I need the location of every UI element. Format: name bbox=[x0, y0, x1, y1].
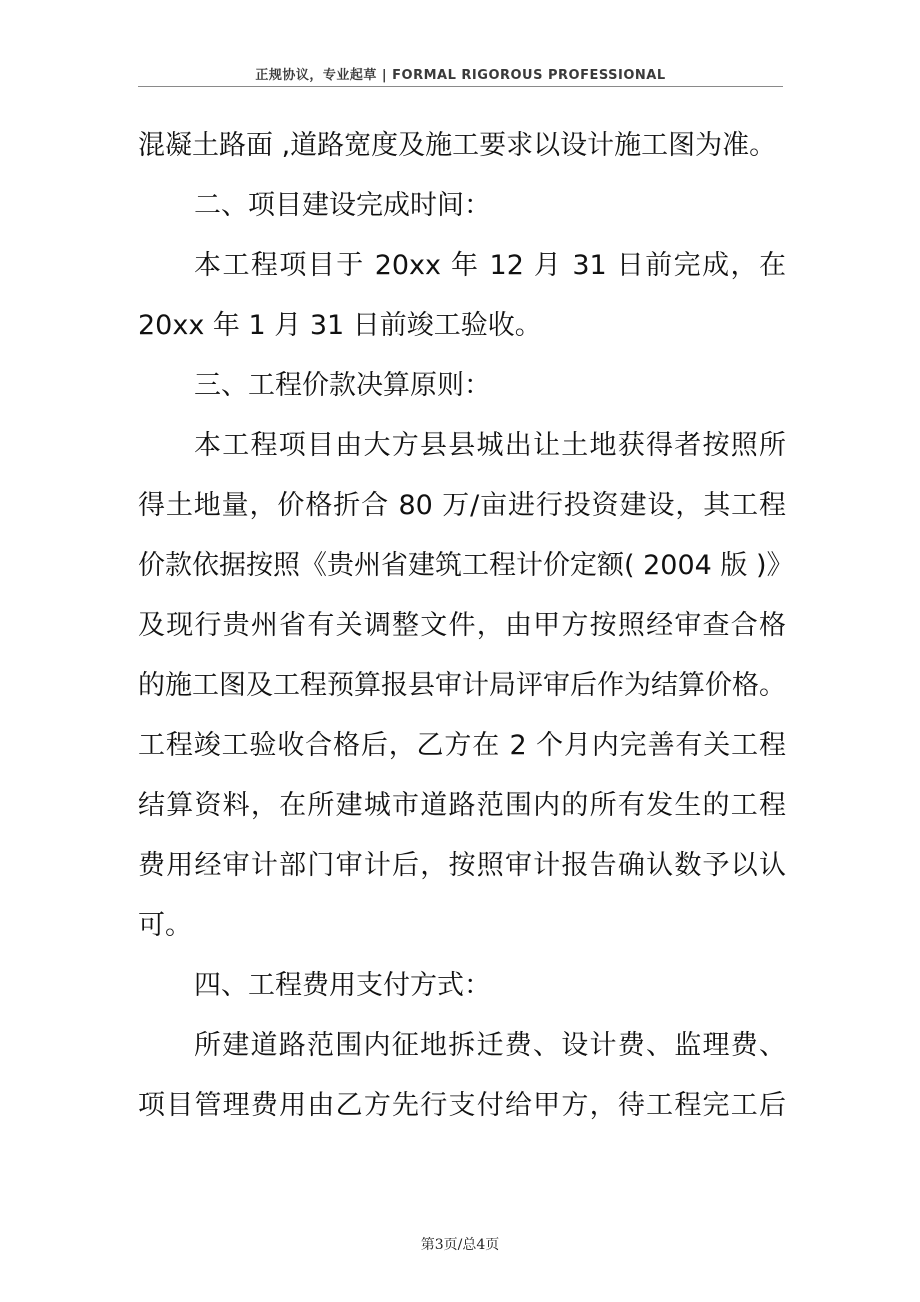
section-heading: 二、项目建设完成时间： bbox=[194, 190, 491, 221]
body-line: 混凝土路面 ,道路宽度及施工要求以设计施工图为准。 bbox=[138, 130, 777, 161]
body-line: 所建道路范围内征地拆迁费、设计费、监理费、 bbox=[194, 1030, 786, 1061]
body-line: 费用经审计部门审计后，按照审计报告确认数予以认 bbox=[138, 850, 786, 881]
document-body bbox=[138, 116, 794, 1136]
body-line: 结算资料，在所建城市道路范围内的所有发生的工程 bbox=[138, 790, 786, 821]
section-heading: 三、工程价款决算原则： bbox=[194, 370, 491, 401]
body-line: 价款依据按照《贵州省建筑工程计价定额( 2004 版 )》 bbox=[138, 550, 794, 581]
body-line: 的施工图及工程预算报县审计局评审后作为结算价格。 bbox=[138, 670, 786, 701]
body-line: 本工程项目于 20xx 年 12 月 31 日前完成，在 bbox=[194, 250, 786, 281]
body-line: 得土地量，价格折合 80 万/亩进行投资建设，其工程 bbox=[138, 490, 786, 521]
body-line: 本工程项目由大方县县城出让土地获得者按照所 bbox=[194, 430, 786, 461]
body-line: 及现行贵州省有关调整文件，由甲方按照经审查合格 bbox=[138, 610, 786, 641]
body-line: 20xx 年 1 月 31 日前竣工验收。 bbox=[138, 310, 542, 341]
body-line: 工程竣工验收合格后，乙方在 2 个月内完善有关工程 bbox=[138, 730, 786, 761]
body-line: 项目管理费用由乙方先行支付给甲方，待工程完工后 bbox=[138, 1090, 786, 1121]
body-line: 可。 bbox=[138, 910, 192, 941]
page-number: 第3页/总4页 bbox=[420, 1237, 500, 1253]
section-heading: 四、工程费用支付方式： bbox=[194, 970, 491, 1001]
document-header: 正规协议，专业起草 | FORMAL RIGOROUS PROFESSIONAL bbox=[255, 68, 666, 83]
header-divider bbox=[138, 86, 783, 87]
